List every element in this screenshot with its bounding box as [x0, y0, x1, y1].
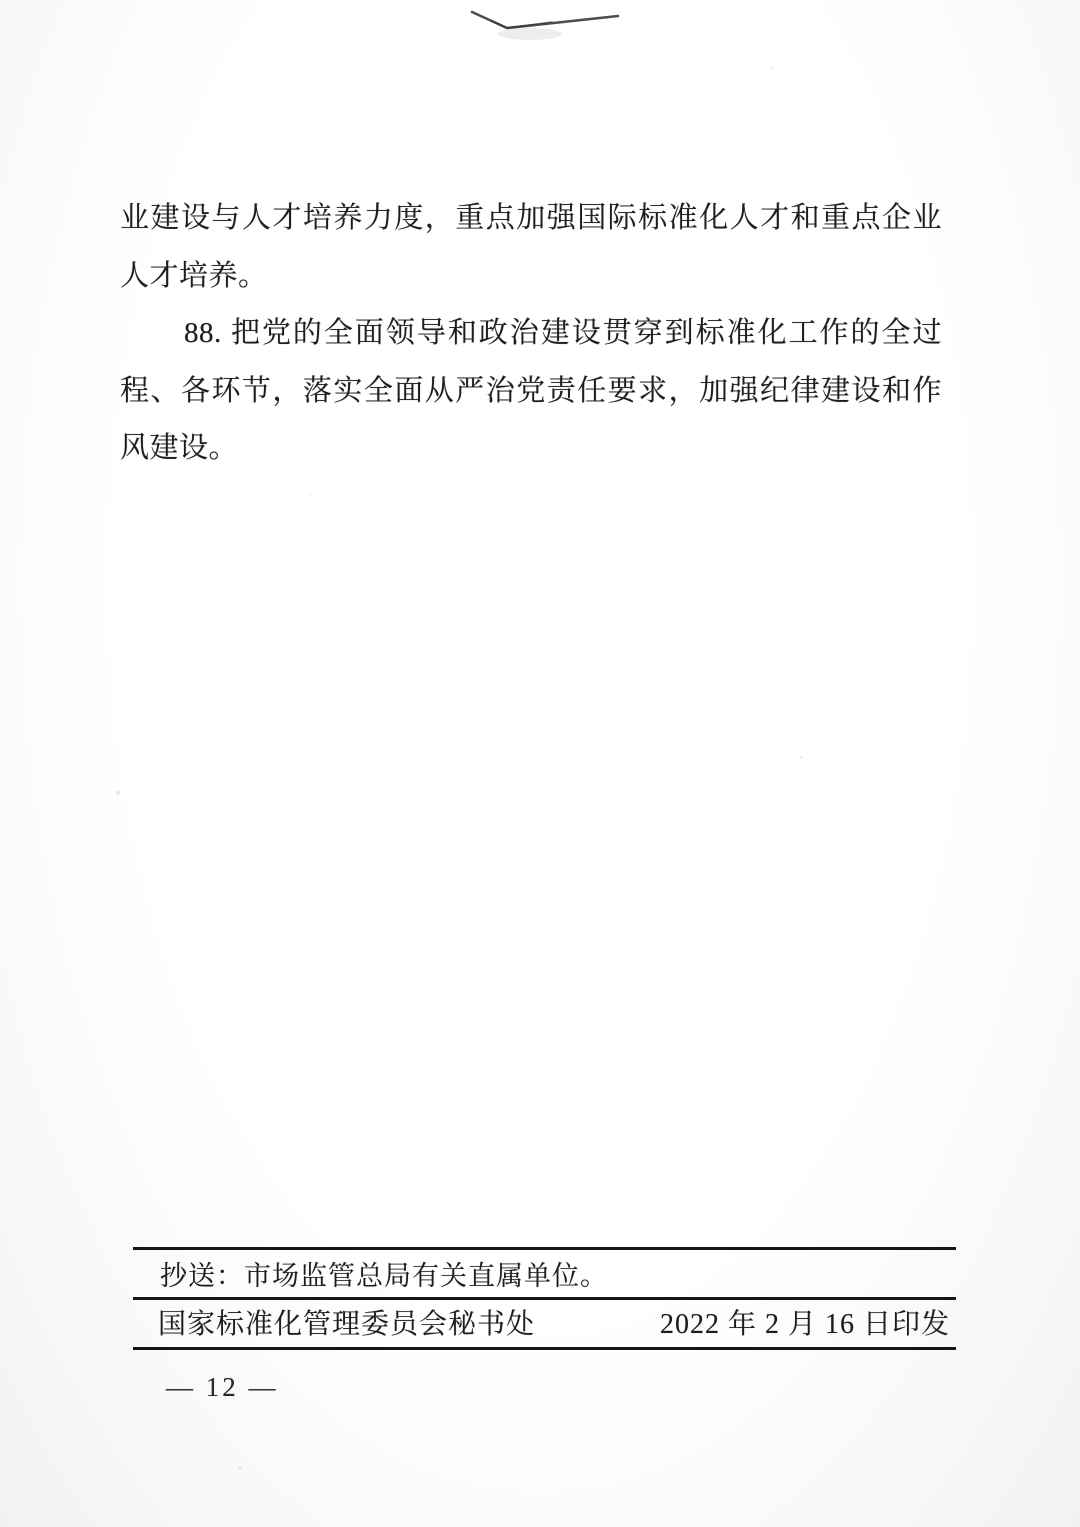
page-number: — 12 —	[166, 1372, 279, 1402]
footer-middle-rule	[133, 1297, 956, 1300]
document-body	[120, 190, 942, 478]
paragraph-continuation: 业建设与人才培养力度，重点加强国际标准化人才和重点企业人才培养。	[120, 202, 942, 292]
scan-speck	[238, 1466, 242, 1469]
scan-speck	[310, 494, 313, 497]
print-date: 2022 年 2 月 16 日印发	[659, 1309, 950, 1340]
scan-speck	[770, 66, 773, 69]
footer-bottom-rule	[133, 1347, 956, 1350]
cc-row	[133, 1256, 956, 1296]
cc-line: 抄送：市场监管总局有关直属单位。	[160, 1261, 608, 1291]
paragraph-item-88: 88. 把党的全面领导和政治建设贯穿到标准化工作的全过程、各环节，落实全面从严治党责任要求，加强纪律建设和作风建设。	[120, 317, 942, 464]
scan-speck	[116, 790, 120, 795]
issuer-name: 国家标准化管理委员会秘书处	[158, 1309, 536, 1340]
footer-top-rule	[133, 1247, 956, 1250]
issuer-row	[133, 1305, 956, 1345]
scan-speck	[800, 756, 803, 759]
pen-stroke-artifact	[452, 2, 652, 50]
